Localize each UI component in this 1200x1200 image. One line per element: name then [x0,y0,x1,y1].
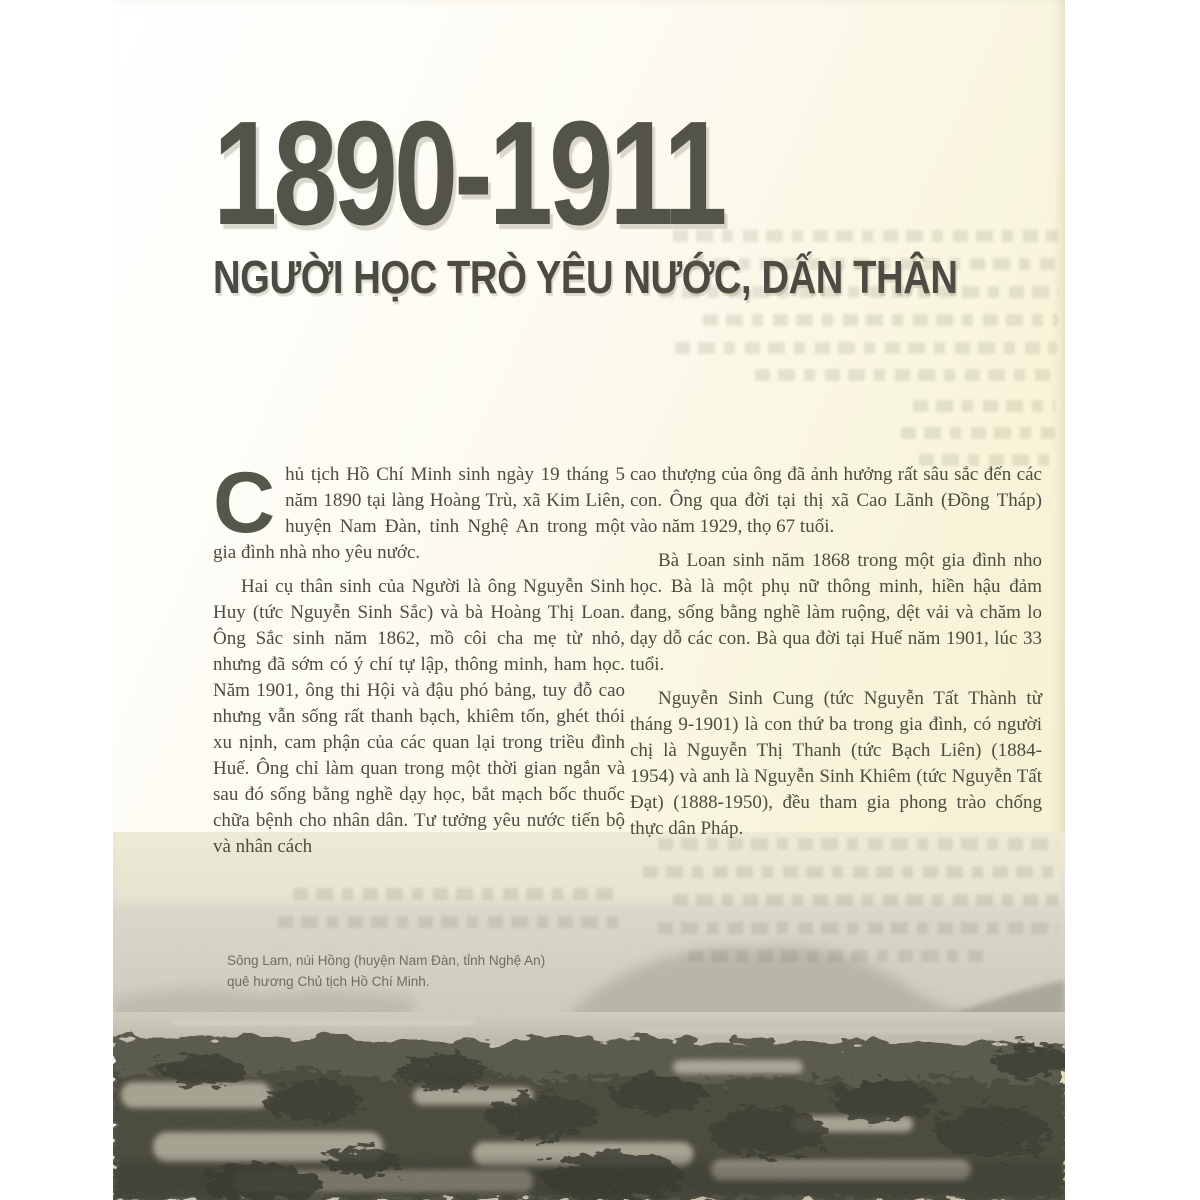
bleed-through-line [901,427,1055,439]
bleed-through-line [703,314,1058,326]
photo-caption-line-2: quê hương Chủ tịch Hồ Chí Minh. [227,974,430,989]
paragraph: Nguyễn Sinh Cung (tức Nguyễn Tất Thành từ tháng 9-1901) là con thứ ba trong gia đình, có người chị là Nguyễn Thị Thanh (tức Bạch Liên) (1884-1954) và anh là Nguyễn Sinh Khiêm (tức Nguyễn Tất Đạt) (1888-1950), đều tham gia phong trào chống thực dân Pháp. [630,688,1042,839]
paragraph-text: hủ tịch Hồ Chí Minh sinh ngày 19 tháng 5 năm 1890 tại làng Hoàng Trù, xã Kim Liên, huyện Nam Đàn, tỉnh Nghệ An trong một gia đình nhà nho yêu nước. [213,464,625,563]
bleed-through-line [673,230,1058,242]
chapter-title: 1890-1911 [213,91,724,256]
paragraph: Hai cụ thân sinh của Người là ông Nguyễn Sinh Huy (tức Nguyễn Sinh Sắc) và bà Hoàng Thị Loan. Ông Sắc sinh năm 1862, mồ côi cha mẹ từ nhỏ, nhưng đã sớm có ý chí tự lập, thông minh, ham học. Năm 1901, ông thi Hội và đậu phó bảng, tuy đỗ cao nhưng vẫn sống rất thanh bạch, khiêm tốn, ghét thói xu nịnh, cam phận của các quan lại trong triều đình Huế. Ông chỉ làm quan trong một thời gian ngắn và sau đó sống bằng nghề dạy học, bắt mạch bốc thuốc chữa bệnh cho nhân dân. Tư tưởng yêu nước tiến bộ và nhân cách [213,576,625,857]
right-column [630,462,1042,850]
chapter-subtitle: NGƯỜI HỌC TRÒ YÊU NƯỚC, DẤN THÂN [213,251,958,303]
landscape-photo-graphic [113,832,1065,1200]
paragraph [213,455,625,566]
bleed-through-line [755,369,1055,381]
landscape-photo [113,832,1065,1200]
drop-cap: C [213,455,276,551]
paragraph: cao thượng của ông đã ảnh hưởng rất sâu sắc đến các con. Ông qua đời tại thị xã Cao Lãnh (Đồng Tháp) vào năm 1929, thọ 67 tuổi. [630,464,1042,537]
photo-caption [227,950,545,992]
bleed-through-line [913,400,1055,412]
photo-caption-line-1: Sông Lam, núi Hồng (huyện Nam Đàn, tỉnh Nghệ An) [227,953,546,968]
left-column [213,455,625,868]
book-page [113,0,1065,1200]
bleed-through-line [675,342,1057,354]
paragraph: Bà Loan sinh năm 1868 trong một gia đình nho học. Bà là một phụ nữ thông minh, hiền hậu đảm đang, sống bằng nghề làm ruộng, dệt vải và chăm lo dạy dỗ các con. Bà qua đời tại Huế năm 1901, lúc 33 tuổi. [630,550,1042,675]
